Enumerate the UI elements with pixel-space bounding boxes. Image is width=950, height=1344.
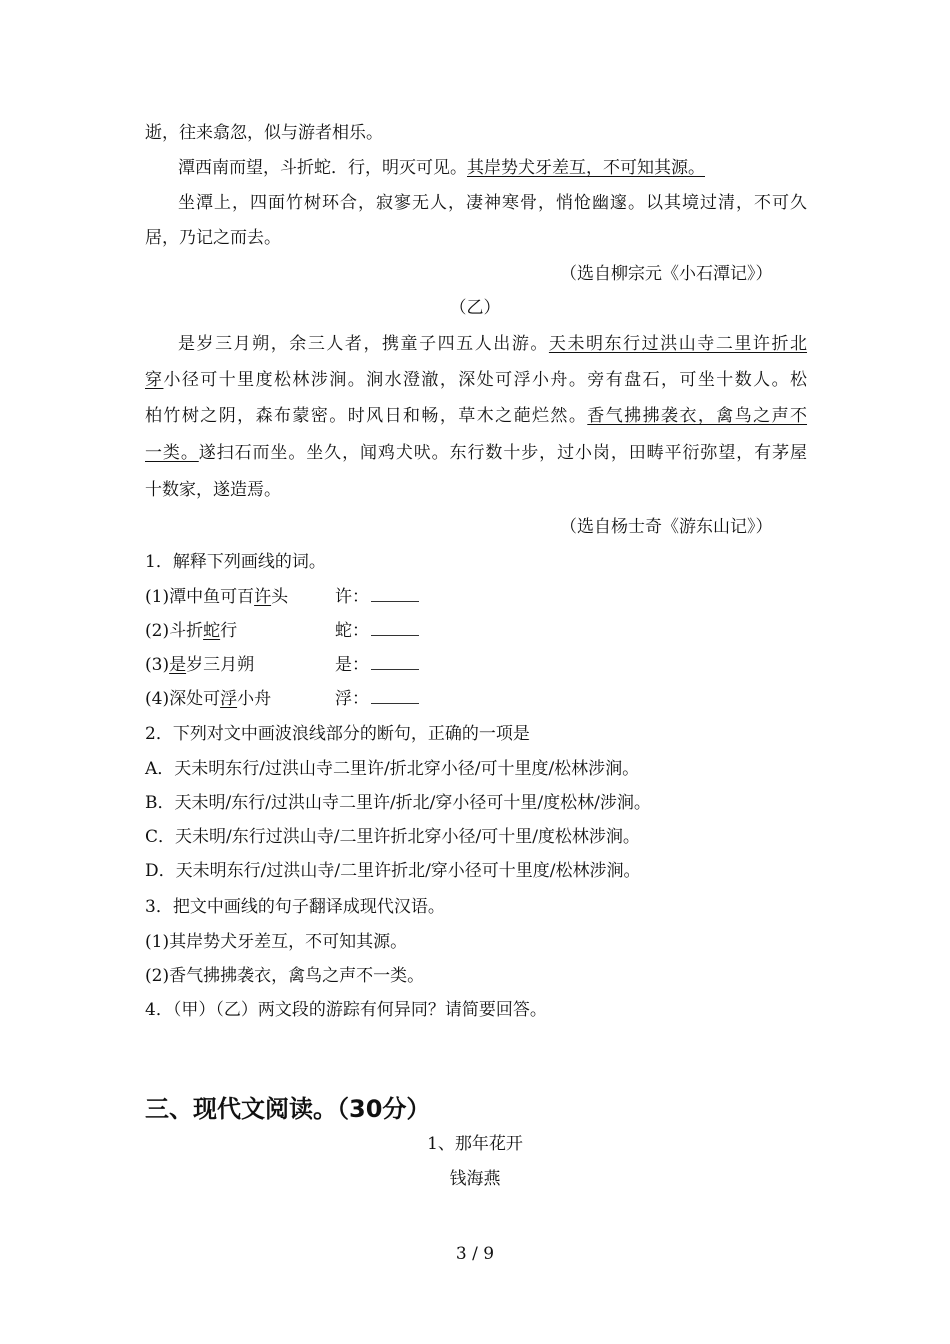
article-title: 1、那年花开 [427, 1134, 523, 1154]
answer-blank[interactable] [371, 587, 419, 602]
yi-l4-plain: 遂扫石而坐。坐久，闻鸡犬吠。东行数十步，过小岗，田畴平衍弥望，有茅屋 [198, 443, 807, 463]
q1-title: 1．解释下列画线的词。 [145, 552, 326, 572]
passage-jia-para-3-line-1: 坐潭上，四面竹树环合，寂寥无人，凄神寒骨，悄怆幽邃。以其境过清，不可久 [178, 193, 807, 213]
passage-yi-line-2 [145, 369, 807, 391]
q2-option-c[interactable]: C．天未明/东行过洪山寺/二里许折北穿小径/可十里/度松林涉涧。 [145, 827, 640, 847]
q1-item-4: (4)深处可浮小舟 浮： [145, 688, 419, 710]
yi-l4-underlined: 一类。 [145, 443, 199, 463]
answer-blank[interactable] [371, 655, 419, 670]
q1-item-4-word: 浮 [220, 689, 238, 709]
q1-item-2: (2)斗折蛇行 蛇： [145, 620, 419, 642]
passage-yi-source: （选自杨士奇《游东山记》） [560, 517, 773, 537]
q2-option-a[interactable]: A．天未明东行/过洪山寺二里许/折北穿小径/可十里度/松林涉涧。 [145, 759, 640, 779]
passage-yi-label: （乙） [449, 298, 501, 318]
passage-jia-line-1: 逝，往来翕忽，似与游者相乐。 [145, 123, 383, 143]
q2-option-b[interactable]: B．天未明/东行/过洪山寺二里许/折北/穿小径可十里/度松林/涉涧。 [145, 793, 651, 813]
passage-jia-source: （选自柳宗元《小石潭记》） [560, 264, 773, 284]
q3-item-1: (1)其岸势犬牙差互，不可知其源。 [145, 932, 408, 952]
q3-title: 3．把文中画线的句子翻译成现代汉语。 [145, 897, 445, 917]
yi-l3-underlined: 香气拂拂袭衣，禽鸟之声不 [587, 406, 808, 426]
yi-l1-plain: 是岁三月朔，余三人者，携童子四五人出游。 [178, 334, 549, 354]
article-author: 钱海燕 [449, 1169, 501, 1189]
q1-item-3: (3)是岁三月朔 是： [145, 654, 419, 676]
q4-title: 4．（甲）（乙）两文段的游踪有何异同？请简要回答。 [145, 1000, 547, 1020]
para-2-plain: 潭西南而望，斗折蛇．行，明灭可见。 [178, 158, 467, 178]
section-3-heading: 三、现代文阅读。（30分） [145, 1095, 431, 1123]
passage-jia-para-3-line-2: 居，乃记之而去。 [145, 228, 281, 248]
para-2-underlined: 其岸势犬牙差互，不可知其源。 [467, 158, 705, 178]
q2-option-d[interactable]: D．天未明东行/过洪山寺/二里许折北/穿小径可十里度/松林涉涧。 [145, 861, 641, 881]
passage-yi-line-4 [145, 442, 807, 464]
passage-yi-line-3 [145, 405, 807, 427]
yi-l2-plain: 小径可十里度松林涉涧。涧水澄澈，深处可浮小舟。旁有盘石，可坐十数人。松 [163, 370, 808, 390]
passage-yi-line-1 [178, 333, 807, 355]
yi-l3-plain: 柏竹树之阴，森布蒙密。时风日和畅，草木之葩烂然。 [145, 406, 588, 426]
q2-title: 2．下列对文中画波浪线部分的断句，正确的一项是 [145, 724, 530, 744]
q1-item-1-word: 许 [254, 587, 272, 607]
answer-blank[interactable] [371, 621, 419, 636]
q1-item-3-word: 是 [169, 655, 187, 675]
page-number: 3 / 9 [455, 1244, 495, 1264]
passage-jia-para-2 [178, 157, 705, 179]
passage-yi-line-5: 十数家，遂造焉。 [145, 480, 281, 500]
answer-blank[interactable] [371, 689, 419, 704]
q3-item-2: (2)香气拂拂袭衣，禽鸟之声不一类。 [145, 966, 425, 986]
q1-item-2-word: 蛇 [203, 621, 221, 641]
yi-l1-underlined: 天未明东行过洪山寺二里许折北 [548, 334, 808, 354]
q1-item-1: (1)潭中鱼可百许头 许： [145, 586, 419, 608]
yi-l2-underlined: 穿 [145, 370, 164, 390]
